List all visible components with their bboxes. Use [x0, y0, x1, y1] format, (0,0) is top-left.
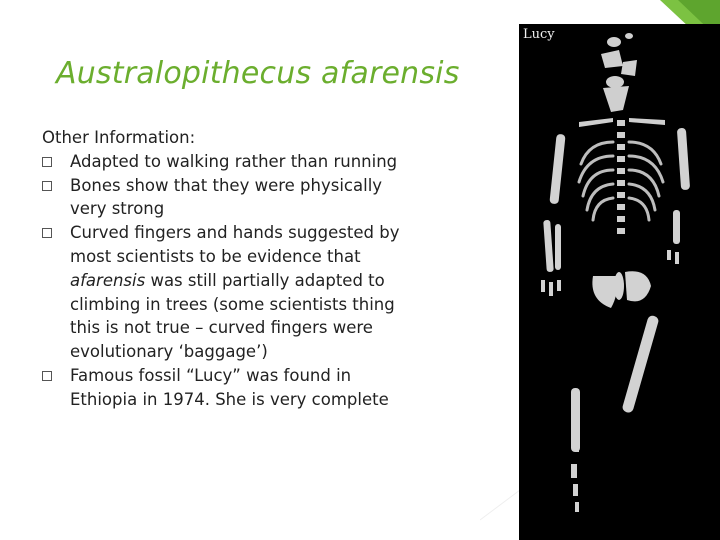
square-bullet-icon	[42, 181, 52, 191]
slide-title: Australopithecus afarensis	[56, 56, 460, 91]
slide-body	[42, 126, 412, 412]
square-bullet-icon	[42, 157, 52, 167]
bullet-list	[42, 150, 412, 412]
bullet-text-before: Curved fingers and hands suggested by most scientists to be evidence that	[70, 223, 400, 266]
square-bullet-icon	[42, 228, 52, 238]
bullet-item	[42, 364, 412, 412]
bullet-item	[42, 150, 412, 174]
bullet-item	[42, 221, 412, 364]
bullet-item	[42, 174, 412, 222]
subheading: Other Information:	[42, 128, 196, 147]
species-name-emphasis: afarensis	[70, 270, 146, 290]
photo-label: Lucy	[523, 27, 555, 42]
bullet-text: Famous fossil “Lucy” was found in Ethiopia in 1974. She is very complete	[70, 365, 389, 409]
square-bullet-icon	[42, 371, 52, 381]
bullet-text: Adapted to walking rather than running	[70, 151, 398, 171]
lucy-skeleton-photo	[519, 24, 720, 540]
bullet-text: Bones show that they were physically very strong	[70, 175, 383, 219]
skeleton-illustration	[519, 24, 720, 540]
bullet-text-after: was still partially adapted to climbing in trees (some scientists thing this is not true – curved fingers were evolutionary ‘baggage’)	[70, 270, 395, 362]
